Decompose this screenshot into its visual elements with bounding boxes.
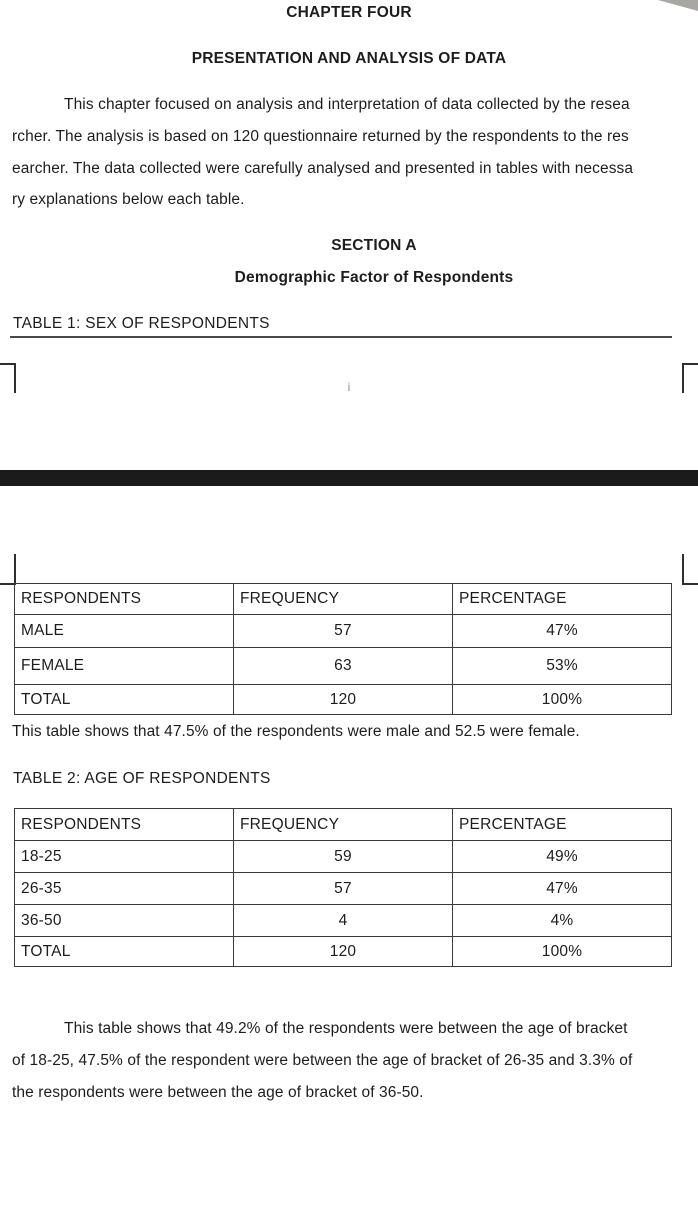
table-total-row [15,685,672,715]
column-header: PERCENTAGE [453,584,672,615]
frequency-value: 63 [234,648,453,685]
chapter-title: CHAPTER FOUR [286,4,412,21]
row-label: MALE [15,615,234,648]
intro-paragraph-line: earcher. The data collected were carefully analysed and presented in tables with necessa [12,160,634,177]
row-label: 36-50 [15,905,234,937]
row-label: FEMALE [15,648,234,685]
column-header: PERCENTAGE [453,809,672,841]
closing-paragraph-line: of 18-25, 47.5% of the respondent were between the age of bracket of 26-35 and 3.3% of [12,1052,633,1069]
percentage-value: 100% [453,685,672,715]
row-label: TOTAL [15,685,234,715]
table-sex-of-respondents [14,583,672,715]
frequency-value: 57 [234,615,453,648]
closing-paragraph-line: This table shows that 49.2% of the respondents were between the age of bracket [64,1020,628,1037]
section-heading: SECTION A [331,237,417,254]
table2-caption: TABLE 2: AGE OF RESPONDENTS [13,770,271,787]
table1-caption: TABLE 1: SEX OF RESPONDENTS [13,315,270,332]
percentage-value: 49% [453,841,672,873]
column-header: RESPONDENTS [15,584,234,615]
percentage-value: 100% [453,937,672,967]
column-header: FREQUENCY [234,809,453,841]
intro-paragraph-line: ry explanations below each table. [12,191,245,208]
frequency-value: 120 [234,685,453,715]
percentage-value: 4% [453,905,672,937]
intro-paragraph-line: rcher. The analysis is based on 120 questionnaire returned by the respondents to the res [12,128,629,145]
percentage-value: 53% [453,648,672,685]
table-row [15,905,672,937]
table-row [15,615,672,648]
table-row [15,841,672,873]
table-total-row [15,937,672,967]
frequency-value: 120 [234,937,453,967]
closing-paragraph-line: the respondents were between the age of bracket of 36-50. [12,1084,424,1101]
page-heading: PRESENTATION AND ANALYSIS OF DATA [191,50,507,67]
intro-paragraph-line: This chapter focused on analysis and interpretation of data collected by the resea [64,96,630,113]
table-age-of-respondents [14,808,672,967]
table-header-row [15,809,672,841]
table-row [15,873,672,905]
frequency-value: 57 [234,873,453,905]
row-label: 18-25 [15,841,234,873]
page-separator-bar [0,470,698,486]
column-header: FREQUENCY [234,584,453,615]
frequency-value: 59 [234,841,453,873]
table1-note: This table shows that 47.5% of the respondents were male and 52.5 were female. [12,723,580,740]
table-header-row [15,584,672,615]
percentage-value: 47% [453,615,672,648]
page-corner-mark-bottom-left [0,554,16,585]
table-row [15,648,672,685]
row-label: 26-35 [15,873,234,905]
section-subheading: Demographic Factor of Respondents [234,269,514,286]
frequency-value: 4 [234,905,453,937]
row-label: TOTAL [15,937,234,967]
table1-caption-underline [10,336,672,338]
percentage-value: 47% [453,873,672,905]
page-number: i [347,380,351,394]
column-header: RESPONDENTS [15,809,234,841]
page-corner-mark-bottom-right [682,554,698,585]
